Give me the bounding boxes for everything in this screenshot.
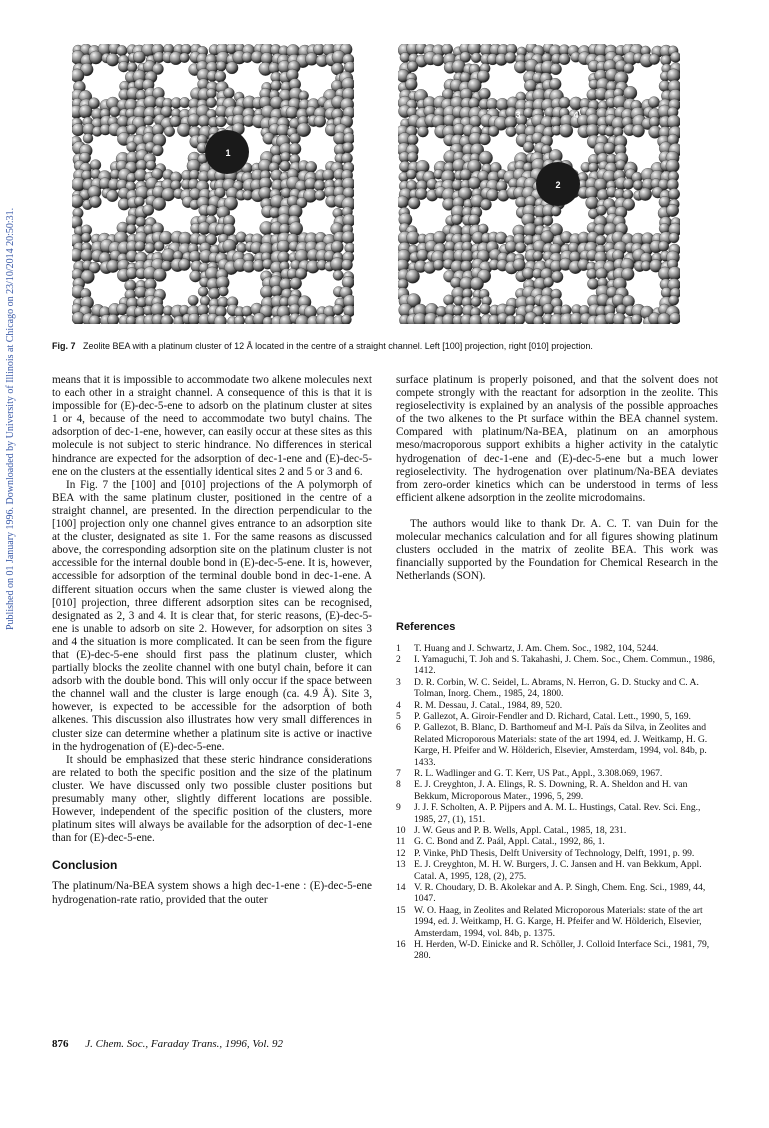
reference-number: 1 <box>396 642 401 654</box>
reference-number: 5 <box>396 710 401 722</box>
reference-number: 14 <box>396 882 406 894</box>
reference-list <box>396 643 718 962</box>
reference-item <box>396 859 718 882</box>
reference-number: 10 <box>396 825 406 836</box>
reference-item <box>396 905 718 939</box>
site-label: 1 <box>225 148 231 158</box>
reference-text: P. Vinke, PhD Thesis, Delft University of Technology, Delft, 1991, p. 99. <box>414 847 695 859</box>
reference-item <box>396 848 718 859</box>
reference-item <box>396 643 718 654</box>
reference-text: P. Gallezot, B. Blanc, D. Barthomeuf and M-I. Païs da Silva, in Zeolites and Related Microporous Materials: state of the art 1994, ed. J. Weitkamp, H. G. Karge, H. Pfeifer and W. Hölderich, Elsevier, Amsterdam, 1994, vol. 84b, p. 1433. <box>414 722 708 768</box>
reference-text: G. C. Bond and Z. Paál, Appl. Catal., 1992, 86, 1. <box>414 836 605 848</box>
reference-number: 2 <box>396 653 401 665</box>
caption-label: Fig. 7 <box>52 341 76 351</box>
acknowledgement: The authors would like to thank Dr. A. C. T. van Duin for the molecular mechanics calculation and for all figures showing platinum clusters occluded in the matrix of zeolite BEA. This work was financially supported by the Foundation for Chemical Research in the Netherlands (SON). <box>396 517 718 583</box>
zeolite-100-projection-image <box>72 44 354 324</box>
reference-number: 3 <box>396 676 401 688</box>
reference-text: E. J. Creyghton, M. H. W. Burgers, J. C. Jansen and H. van Bekkum, Appl. Catal. A, 1995, 128, (2), 275. <box>414 859 702 882</box>
reference-text: I. Yamaguchi, T. Joh and S. Takahashi, J. Chem. Soc., Chem. Commun., 1986, 1412. <box>414 653 715 677</box>
reference-text: E. J. Creyghton, J. A. Elings, R. S. Downing, R. A. Sheldon and H. van Bekkum, Microporous Mater., 1996, 5, 299. <box>414 779 688 802</box>
reference-text: W. O. Haag, in Zeolites and Related Microporous Materials: state of the art 1994, ed. J. Weitkamp, H. G. Karge, H. Pfeifer and W. Hölderich, Elsevier, Amsterdam, 1994, vol. 84b, p. 1375. <box>414 904 703 939</box>
reference-text: P. Gallezot, A. Giroir-Fendler and D. Richard, Catal. Lett., 1990, 5, 169. <box>414 710 691 722</box>
reference-text: D. R. Corbin, W. C. Seidel, L. Abrams, N. Herron, G. D. Stucky and C. A. Tolman, Inorg. Chem., 1985, 24, 1800. <box>414 676 699 700</box>
zeolite-010-projection-image <box>398 44 680 324</box>
figure-left-projection <box>72 44 354 324</box>
reference-number: 8 <box>396 779 401 791</box>
reference-text: V. R. Choudary, D. B. Akolekar and A. P. Singh, Chem. Eng. Sci., 1989, 44, 1047. <box>414 882 706 905</box>
right-column <box>396 374 718 962</box>
reference-text: H. Herden, W-D. Einicke and R. Schöller, J. Colloid Interface Sci., 1981, 79, 280. <box>414 939 710 962</box>
reference-number: 9 <box>396 802 401 814</box>
reference-number: 4 <box>396 699 401 711</box>
site-label: 4 <box>573 110 579 120</box>
reference-item <box>396 802 718 825</box>
reference-item <box>396 654 718 677</box>
reference-item <box>396 768 718 779</box>
reference-number: 12 <box>396 847 406 859</box>
reference-item <box>396 825 718 836</box>
figure-caption <box>52 340 712 352</box>
left-column <box>52 374 372 907</box>
download-watermark: Published on 01 January 1996. Downloaded by University of Illinois at Chicago on 23/10/2014 20:50:31. <box>5 207 16 630</box>
reference-item <box>396 711 718 722</box>
site-label: 2 <box>555 180 561 190</box>
paragraph: It should be emphasized that these steric hindrance considerations are related to both the specific position and the size of the platinum cluster. We have discussed only two possible cluster positions but presumably many other, slightly different locations are possible. However, independent of the specific position of the clusters, more platinum sites will always be available for the adsorption of dec-1-ene than for (E)-dec-5-ene. <box>52 753 372 845</box>
reference-text: J. J. F. Scholten, A. P. Pijpers and A. M. L. Hustings, Catal. Rev. Sci. Eng., 1985, 27, (1), 151. <box>414 802 701 825</box>
reference-item <box>396 836 718 847</box>
reference-item <box>396 882 718 905</box>
figure-right-projection <box>398 44 680 324</box>
site-label: 3 <box>515 110 521 120</box>
caption-text: Zeolite BEA with a platinum cluster of 12 Å located in the centre of a straight channel. Left [100] projection, right [010] projection. <box>83 341 593 351</box>
reference-item <box>396 700 718 711</box>
section-heading-conclusion: Conclusion <box>52 858 118 873</box>
reference-number: 16 <box>396 939 406 951</box>
page-number: 876 <box>52 1038 69 1050</box>
reference-text: R. L. Wadlinger and G. T. Kerr, US Pat., Appl., 3.308.069, 1967. <box>414 767 663 779</box>
reference-item <box>396 722 718 768</box>
journal-citation: J. Chem. Soc., Faraday Trans., 1996, Vol. 92 <box>85 1038 283 1050</box>
paragraph: means that it is impossible to accommodate two alkene molecules next to each other in a straight channel. A consequence of this is that it is impossible for (E)-dec-5-ene to adsorb on the platinum cluster at sites 1 or 4, because of the need to accommodate two butyl chains. The adsorption of dec-1-ene, however, can easily occur at these sites as this molecule is not subject to steric hindrance. No differences in sterical hindrance are expected for the adsorption of dec-1-ene and (E)-dec-5-ene on the clusters at the essentially identical sites 2 and 5 or 3 and 6. <box>52 374 372 478</box>
reference-number: 11 <box>396 836 406 848</box>
reference-number: 6 <box>396 722 401 734</box>
page-footer <box>52 1038 283 1050</box>
reference-number: 15 <box>396 904 406 916</box>
reference-text: T. Huang and J. Schwartz, J. Am. Chem. Soc., 1982, 104, 5244. <box>414 642 659 654</box>
figure-7 <box>72 44 690 324</box>
paragraph: The platinum/Na-BEA system shows a high dec-1-ene : (E)-dec-5-ene hydrogenation-rate ratio, provided that the outer <box>52 880 372 906</box>
reference-item <box>396 677 718 700</box>
reference-item <box>396 779 718 802</box>
reference-item <box>396 939 718 962</box>
reference-number: 7 <box>396 767 401 779</box>
reference-text: R. M. Dessau, J. Catal., 1984, 89, 520. <box>414 699 563 711</box>
section-heading-references: References <box>396 621 456 634</box>
reference-number: 13 <box>396 859 406 871</box>
paragraph: In Fig. 7 the [100] and [010] projections of the A polymorph of BEA with the same platinum cluster, positioned in the centre of a straight channel, are presented. In the direction perpendicular to the [100] projection only one channel gives entrance to an adsorption site at the cluster, designated as site 1. For the same reasons as discussed above, the corresponding adsorption site on the platinum cluster is not accessible for the internal double bond in (E)-dec-5-ene. It is, however, accessible for adsorption of the terminal double bond in dec-1-ene. A different situation occurs when the same cluster is viewed along the [010] projection, three different adsorption sites can be recognised, designated as 2, 3 and 4. It is clear that, for steric reasons, (E)-dec-5-ene is unable to adsorb on site 2. However, for adsorption on sites 3 and 4 the situation is more complicated. It can be seen from the figure that (E)-dec-5-ene should first pass the platinum cluster, which partially blocks the zeolite channel with one butyl chain, before it can adsorb with the double bond. This will only occur if the space between the channel wall and the cluster is large enough (ca. 4.9 Å). Site 3, however, is expected to be accessible for the adsorption of both alkenes. This discussion also illustrates how very small differences in cluster size can determine whether a platinum site is active or inactive in the hydrogenation of (E)-dec-5-ene. <box>52 478 372 753</box>
paragraph: surface platinum is properly poisoned, and that the solvent does not compete strongly with the reactant for adsorption in the zeolite. This regioselectivity is explained by an analysis of the possible approaches of the two alkenes to the Pt surface within the BEA channel system. Compared with platinum/Na-BEA, platinum on an amorphous meso/macroporous support exhibits a higher activity in the catalytic hydrogenation of dec-1-ene and (E)-dec-5-ene but a much lower regioselectivity. The hydrogenation over platinum/Na-BEA deviates from zero-order kinetics which can be understood in terms of less efficient alkene adsorption in the zeolite microdomains. <box>396 374 718 504</box>
reference-text: J. W. Geus and P. B. Wells, Appl. Catal., 1985, 18, 231. <box>414 825 627 836</box>
